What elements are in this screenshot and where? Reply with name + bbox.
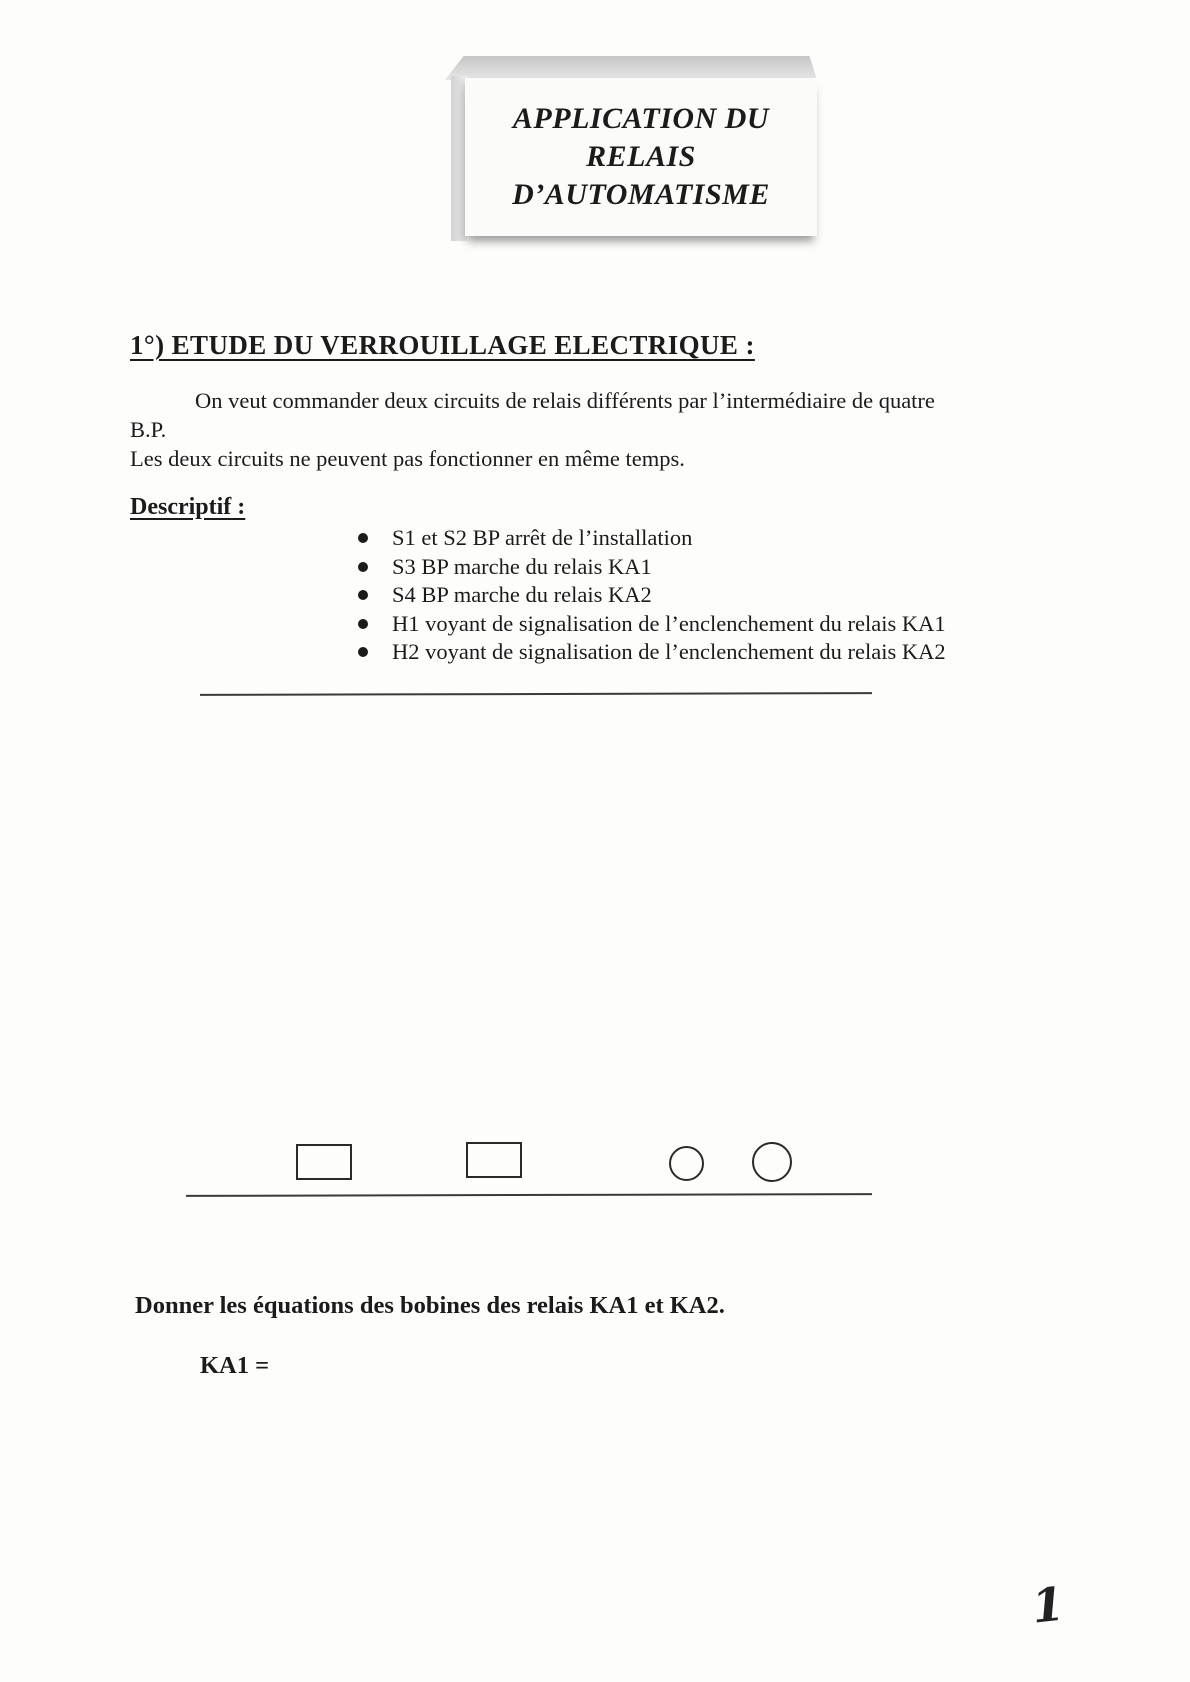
intro-line-3: Les deux circuits ne peuvent pas fonctionner en même temps. (130, 446, 685, 471)
bullet-icon (358, 590, 368, 600)
list-item (358, 553, 946, 582)
divider-line-top (200, 692, 872, 696)
intro-line-1: On veut commander deux circuits de relais différents par l’intermédiaire de quatre (195, 388, 935, 413)
ka1-label: KA1 = (200, 1352, 270, 1379)
list-item (358, 610, 946, 639)
list-item (358, 581, 946, 610)
list-item (358, 638, 946, 667)
schematic-circle-2 (752, 1142, 792, 1182)
title-box-panel (465, 78, 817, 236)
title-box-top-flap (445, 56, 817, 80)
list-item (358, 524, 946, 553)
bullet-icon (358, 533, 368, 543)
schematic-circle-1 (669, 1146, 704, 1181)
schematic-rectangle-1 (296, 1144, 352, 1180)
list-item-text: S4 BP marche du relais KA2 (392, 582, 652, 607)
list-item-text: S1 et S2 BP arrêt de l’installation (392, 525, 693, 550)
title-box (445, 56, 825, 246)
question-text: Donner les équations des bobines des relais KA1 et KA2. (135, 1292, 725, 1319)
schematic-rectangle-2 (466, 1142, 522, 1178)
title-line-1: APPLICATION DU (512, 102, 770, 135)
bullet-icon (358, 562, 368, 572)
section-heading: 1°) ETUDE DU VERROUILLAGE ELECTRIQUE : (130, 330, 755, 360)
list-item-text: H2 voyant de signalisation de l’enclenchement du relais KA2 (392, 639, 946, 664)
list-item-text: H1 voyant de signalisation de l’enclenchement du relais KA1 (392, 610, 946, 636)
intro-line-2: B.P. (130, 417, 167, 442)
divider-line-bottom (186, 1193, 872, 1197)
title-line-3: D’AUTOMATISME (512, 178, 770, 211)
descriptif-list (358, 524, 946, 667)
list-item-text: S3 BP marche du relais KA1 (392, 553, 652, 579)
intro-paragraph (130, 386, 960, 473)
bullet-icon (358, 619, 368, 629)
page-number: 1 (1029, 1576, 1067, 1634)
title-line-2: RELAIS (586, 140, 696, 173)
bullet-icon (358, 647, 368, 657)
descriptif-label: Descriptif : (130, 494, 246, 520)
